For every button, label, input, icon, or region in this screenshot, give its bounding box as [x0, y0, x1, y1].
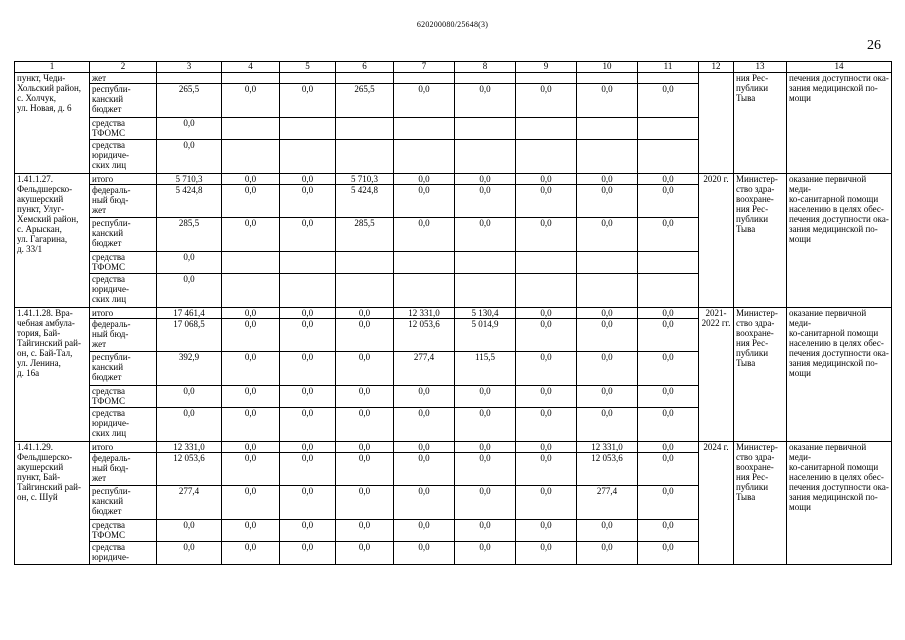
- amount-cell: [577, 73, 638, 84]
- amount-cell: [157, 73, 222, 84]
- amount-cell: 0,0: [157, 140, 222, 174]
- amount-cell: [577, 274, 638, 308]
- amount-cell: 0,0: [222, 174, 280, 185]
- amount-cell: 0,0: [577, 218, 638, 252]
- amount-cell: 0,0: [394, 486, 455, 520]
- amount-cell: [336, 73, 394, 84]
- amount-cell: 0,0: [336, 542, 394, 565]
- amount-cell: 0,0: [394, 386, 455, 408]
- document-id: 620200080/25648(3): [416, 20, 489, 29]
- funding-source-cell: итого: [90, 308, 157, 319]
- amount-cell: 0,0: [516, 308, 577, 319]
- funding-source-cell: средства ТФОМС: [90, 118, 157, 140]
- amount-cell: [516, 252, 577, 274]
- amount-cell: [280, 252, 336, 274]
- amount-cell: 277,4: [394, 352, 455, 386]
- amount-cell: 0,0: [638, 520, 699, 542]
- funding-source-cell: республи- канский бюджет: [90, 218, 157, 252]
- implementation-period-cell: 2024 г.: [699, 442, 734, 565]
- amount-cell: 0,0: [638, 486, 699, 520]
- amount-cell: 0,0: [638, 453, 699, 486]
- amount-cell: 12 331,0: [577, 442, 638, 453]
- amount-cell: 0,0: [336, 520, 394, 542]
- amount-cell: [577, 252, 638, 274]
- amount-cell: 0,0: [516, 520, 577, 542]
- amount-cell: 0,0: [638, 319, 699, 352]
- amount-cell: 0,0: [638, 442, 699, 453]
- amount-cell: 0,0: [516, 218, 577, 252]
- amount-cell: 0,0: [394, 174, 455, 185]
- amount-cell: 265,5: [157, 84, 222, 118]
- amount-cell: 0,0: [280, 386, 336, 408]
- table-row: [15, 308, 892, 319]
- amount-cell: 0,0: [455, 542, 516, 565]
- amount-cell: [222, 73, 280, 84]
- amount-cell: 0,0: [394, 218, 455, 252]
- amount-cell: 0,0: [280, 174, 336, 185]
- amount-cell: 0,0: [280, 218, 336, 252]
- amount-cell: [516, 73, 577, 84]
- amount-cell: 0,0: [577, 185, 638, 218]
- amount-cell: [455, 274, 516, 308]
- amount-cell: 0,0: [157, 274, 222, 308]
- amount-cell: 0,0: [280, 185, 336, 218]
- amount-cell: 265,5: [336, 84, 394, 118]
- expected-result-cell: оказание первичной меди- ко-санитарной помощи населению в целях обес- печения доступности ока- зания медицинской по- мощи: [787, 174, 892, 308]
- amount-cell: 0,0: [516, 84, 577, 118]
- funding-source-cell: итого: [90, 174, 157, 185]
- amount-cell: 0,0: [157, 408, 222, 442]
- amount-cell: 12 053,6: [577, 453, 638, 486]
- amount-cell: 5 014,9: [455, 319, 516, 352]
- amount-cell: 0,0: [577, 386, 638, 408]
- funding-source-cell: республи- канский бюджет: [90, 486, 157, 520]
- page-number: 26: [867, 38, 881, 53]
- amount-cell: 17 461,4: [157, 308, 222, 319]
- amount-cell: 0,0: [638, 308, 699, 319]
- amount-cell: [638, 252, 699, 274]
- amount-cell: [394, 252, 455, 274]
- amount-cell: 0,0: [638, 386, 699, 408]
- amount-cell: 0,0: [516, 442, 577, 453]
- amount-cell: [336, 140, 394, 174]
- amount-cell: 0,0: [394, 453, 455, 486]
- amount-cell: 0,0: [394, 542, 455, 565]
- amount-cell: 0,0: [222, 542, 280, 565]
- amount-cell: 0,0: [455, 408, 516, 442]
- amount-cell: 0,0: [638, 84, 699, 118]
- expected-result-cell: печения доступности ока- зания медицинской по- мощи: [787, 73, 892, 174]
- amount-cell: 0,0: [516, 408, 577, 442]
- amount-cell: [516, 274, 577, 308]
- column-number-5: 5: [280, 62, 336, 73]
- amount-cell: 0,0: [222, 84, 280, 118]
- amount-cell: 0,0: [336, 408, 394, 442]
- column-number-4: 4: [222, 62, 280, 73]
- amount-cell: [280, 73, 336, 84]
- amount-cell: 5 710,3: [157, 174, 222, 185]
- amount-cell: 0,0: [222, 352, 280, 386]
- amount-cell: 0,0: [577, 84, 638, 118]
- amount-cell: [336, 274, 394, 308]
- implementation-period-cell: 2020 г.: [699, 174, 734, 308]
- amount-cell: 0,0: [222, 520, 280, 542]
- amount-cell: 0,0: [280, 84, 336, 118]
- amount-cell: 0,0: [280, 542, 336, 565]
- amount-cell: 0,0: [222, 386, 280, 408]
- amount-cell: 0,0: [222, 486, 280, 520]
- column-number-7: 7: [394, 62, 455, 73]
- amount-cell: 285,5: [336, 218, 394, 252]
- funding-source-cell: итого: [90, 442, 157, 453]
- amount-cell: 0,0: [336, 486, 394, 520]
- funding-source-cell: республи- канский бюджет: [90, 352, 157, 386]
- amount-cell: 5 424,8: [157, 185, 222, 218]
- amount-cell: [336, 252, 394, 274]
- executor-cell: ния Рес- публики Тыва: [734, 73, 787, 174]
- amount-cell: 0,0: [222, 408, 280, 442]
- amount-cell: 0,0: [577, 408, 638, 442]
- amount-cell: 0,0: [280, 352, 336, 386]
- amount-cell: 0,0: [280, 453, 336, 486]
- expected-result-cell: оказание первичной меди- ко-санитарной помощи населению в целях обес- печения доступности ока- зания медицинской по- мощи: [787, 308, 892, 442]
- amount-cell: [222, 140, 280, 174]
- amount-cell: 0,0: [336, 308, 394, 319]
- funding-source-cell: средства ТФОМС: [90, 386, 157, 408]
- funding-source-cell: средства юридиче- ских лиц: [90, 140, 157, 174]
- table-row: [15, 174, 892, 185]
- amount-cell: 0,0: [280, 319, 336, 352]
- object-name-cell: пункт, Чеди- Хольский район, с. Холчук, ул. Новая, д. 6: [15, 73, 90, 174]
- amount-cell: 0,0: [638, 352, 699, 386]
- amount-cell: [516, 140, 577, 174]
- amount-cell: 0,0: [516, 174, 577, 185]
- amount-cell: [455, 73, 516, 84]
- amount-cell: 0,0: [394, 185, 455, 218]
- amount-cell: 115,5: [455, 352, 516, 386]
- amount-cell: 0,0: [516, 185, 577, 218]
- amount-cell: 0,0: [516, 453, 577, 486]
- amount-cell: [638, 140, 699, 174]
- amount-cell: [455, 118, 516, 140]
- amount-cell: 0,0: [577, 520, 638, 542]
- amount-cell: 0,0: [516, 386, 577, 408]
- amount-cell: 0,0: [516, 319, 577, 352]
- funding-source-cell: жет: [90, 73, 157, 84]
- column-number-header-row: [15, 62, 892, 73]
- amount-cell: [336, 118, 394, 140]
- amount-cell: 0,0: [336, 386, 394, 408]
- amount-cell: 0,0: [280, 486, 336, 520]
- funding-source-cell: федераль- ный бюд- жет: [90, 185, 157, 218]
- amount-cell: 0,0: [222, 218, 280, 252]
- amount-cell: [280, 118, 336, 140]
- column-number-10: 10: [577, 62, 638, 73]
- amount-cell: 0,0: [516, 352, 577, 386]
- amount-cell: 0,0: [577, 308, 638, 319]
- amount-cell: 0,0: [577, 174, 638, 185]
- amount-cell: 0,0: [157, 386, 222, 408]
- amount-cell: [222, 252, 280, 274]
- object-name-cell: 1.41.1.28. Вра- чебная амбула- тория, Бай- Тайгинский рай- он, с. Бай-Тал, ул. Ленина, д. 16а: [15, 308, 90, 442]
- budget-table: [14, 61, 892, 565]
- amount-cell: [222, 274, 280, 308]
- amount-cell: 0,0: [280, 442, 336, 453]
- amount-cell: [394, 118, 455, 140]
- amount-cell: 0,0: [157, 520, 222, 542]
- amount-cell: 0,0: [280, 520, 336, 542]
- executor-cell: Министер- ство здра- воохране- ния Рес- публики Тыва: [734, 174, 787, 308]
- amount-cell: 285,5: [157, 218, 222, 252]
- amount-cell: 17 068,5: [157, 319, 222, 352]
- amount-cell: 12 053,6: [394, 319, 455, 352]
- amount-cell: [280, 140, 336, 174]
- funding-source-cell: средства ТФОМС: [90, 520, 157, 542]
- amount-cell: 0,0: [222, 442, 280, 453]
- amount-cell: [394, 73, 455, 84]
- amount-cell: 0,0: [455, 442, 516, 453]
- implementation-period-cell: 2021- 2022 гг.: [699, 308, 734, 442]
- amount-cell: [638, 118, 699, 140]
- amount-cell: 0,0: [280, 408, 336, 442]
- amount-cell: 0,0: [394, 520, 455, 542]
- column-number-12: 12: [699, 62, 734, 73]
- amount-cell: 5 710,3: [336, 174, 394, 185]
- amount-cell: 0,0: [638, 218, 699, 252]
- amount-cell: 0,0: [394, 442, 455, 453]
- funding-source-cell: республи- канский бюджет: [90, 84, 157, 118]
- funding-source-cell: средства юридиче- ских лиц: [90, 274, 157, 308]
- amount-cell: [394, 140, 455, 174]
- column-number-9: 9: [516, 62, 577, 73]
- amount-cell: 0,0: [638, 185, 699, 218]
- implementation-period-cell: [699, 73, 734, 174]
- amount-cell: 0,0: [394, 408, 455, 442]
- column-number-1: 1: [15, 62, 90, 73]
- amount-cell: 0,0: [222, 185, 280, 218]
- amount-cell: 0,0: [455, 84, 516, 118]
- amount-cell: 0,0: [222, 453, 280, 486]
- amount-cell: 0,0: [577, 352, 638, 386]
- table-row: [15, 73, 892, 84]
- object-name-cell: 1.41.1.29. Фельдшерско- акушерский пункт, Бай- Тайгинский рай- он, с. Шуй: [15, 442, 90, 565]
- amount-cell: 277,4: [577, 486, 638, 520]
- amount-cell: 0,0: [638, 542, 699, 565]
- amount-cell: 0,0: [336, 352, 394, 386]
- amount-cell: [280, 274, 336, 308]
- amount-cell: [577, 140, 638, 174]
- column-number-14: 14: [787, 62, 892, 73]
- executor-cell: Министер- ство здра- воохране- ния Рес- публики Тыва: [734, 308, 787, 442]
- amount-cell: 277,4: [157, 486, 222, 520]
- column-number-6: 6: [336, 62, 394, 73]
- amount-cell: 0,0: [455, 174, 516, 185]
- amount-cell: 0,0: [577, 542, 638, 565]
- amount-cell: 0,0: [222, 319, 280, 352]
- amount-cell: [455, 252, 516, 274]
- amount-cell: [577, 118, 638, 140]
- expected-result-cell: оказание первичной меди- ко-санитарной помощи населению в целях обес- печения доступности ока- зания медицинской по- мощи: [787, 442, 892, 565]
- amount-cell: 0,0: [157, 118, 222, 140]
- column-number-2: 2: [90, 62, 157, 73]
- executor-cell: Министер- ство здра- воохране- ния Рес- публики Тыва: [734, 442, 787, 565]
- amount-cell: 0,0: [222, 308, 280, 319]
- amount-cell: 5 130,4: [455, 308, 516, 319]
- amount-cell: 0,0: [455, 453, 516, 486]
- column-number-11: 11: [638, 62, 699, 73]
- table-row: [15, 442, 892, 453]
- amount-cell: [394, 274, 455, 308]
- amount-cell: [638, 73, 699, 84]
- amount-cell: 0,0: [336, 319, 394, 352]
- column-number-13: 13: [734, 62, 787, 73]
- amount-cell: [222, 118, 280, 140]
- amount-cell: 0,0: [455, 218, 516, 252]
- funding-source-cell: федераль- ный бюд- жет: [90, 319, 157, 352]
- amount-cell: [638, 274, 699, 308]
- amount-cell: 0,0: [455, 386, 516, 408]
- amount-cell: 12 053,6: [157, 453, 222, 486]
- amount-cell: 0,0: [157, 542, 222, 565]
- amount-cell: 392,9: [157, 352, 222, 386]
- funding-source-cell: средства ТФОМС: [90, 252, 157, 274]
- amount-cell: 0,0: [336, 442, 394, 453]
- amount-cell: 0,0: [394, 84, 455, 118]
- funding-source-cell: средства юридиче- ских лиц: [90, 408, 157, 442]
- amount-cell: 0,0: [638, 408, 699, 442]
- amount-cell: 0,0: [336, 453, 394, 486]
- amount-cell: 12 331,0: [157, 442, 222, 453]
- amount-cell: 5 424,8: [336, 185, 394, 218]
- amount-cell: 0,0: [516, 542, 577, 565]
- column-number-8: 8: [455, 62, 516, 73]
- amount-cell: 0,0: [516, 486, 577, 520]
- amount-cell: [455, 140, 516, 174]
- amount-cell: 0,0: [577, 319, 638, 352]
- amount-cell: [516, 118, 577, 140]
- funding-source-cell: федераль- ный бюд- жет: [90, 453, 157, 486]
- amount-cell: 0,0: [455, 520, 516, 542]
- amount-cell: 0,0: [280, 308, 336, 319]
- amount-cell: 12 331,0: [394, 308, 455, 319]
- column-number-3: 3: [157, 62, 222, 73]
- amount-cell: 0,0: [455, 486, 516, 520]
- amount-cell: 0,0: [157, 252, 222, 274]
- amount-cell: 0,0: [455, 185, 516, 218]
- object-name-cell: 1.41.1.27. Фельдшерско- акушерский пункт, Улуг- Хемский район, с. Арыскан, ул. Гагарина, д. 33/1: [15, 174, 90, 308]
- funding-source-cell: средства юридиче-: [90, 542, 157, 565]
- amount-cell: 0,0: [638, 174, 699, 185]
